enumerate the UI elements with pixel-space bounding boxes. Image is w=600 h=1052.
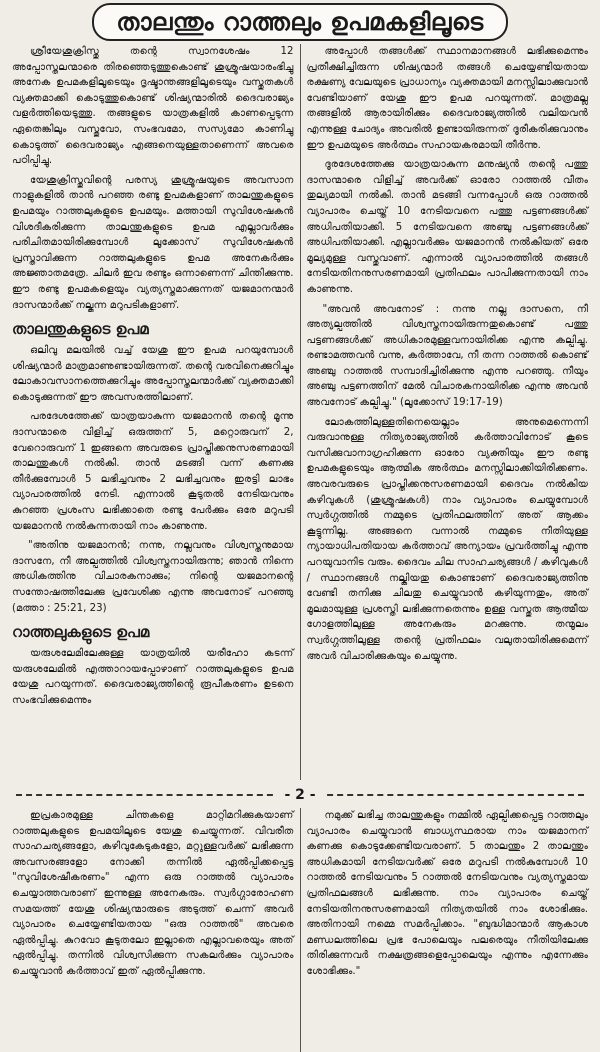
paragraph: നമുക്ക് ലഭിച്ച താലന്തുകളും നമ്മിൽ ഏല്പിക്കപ്പെട്ട റാത്തലും വ്യാപാരം ചെയ്യുവാൻ ബാധ്യസ്ഥരായ നാം യജമാനന് കണക്കു കൊടുക്കേണ്ടിയവരാണ്. 5 താലന്തും 2 താലന്തും അധികമായി നേടിയവർക്ക് ഒരേ മറുപടി നൽകുമ്പോൾ 10 റാത്തൽ നേടിയവനും 5 റാത്തൽ നേടിയവനും വ്യത്യസ്തമായ പ്രതിഫലങ്ങൾ ലഭിക്കുന്നു. നാം വ്യാപാരം ചെയ്ത് നേടിയതിനനുസരണമായി നിത്യതയിൽ നാം ശോഭിക്കും. അതിനായി നമ്മെ സമർപ്പിക്കാം. "ബുദ്ധിമാന്മാർ ആകാശ മണ്ഡലത്തിലെ പ്രഭ പോലെയും പലരെയും നീതിയിലേക്കു തിരിക്കുന്നവർ നക്ഷത്രങ്ങളെപ്പോലെയും എന്നും എന്നേക്കും ശോഭിക്കും." bbox=[306, 810, 588, 977]
page-number: - 2 - bbox=[274, 784, 325, 806]
paragraph: ശ്രീയേശുക്രിസ്തു തന്റെ സ്വാനശേഷം 12 അപ്പോസ്തലന്മാരെ തിരഞ്ഞെടുത്തുകൊണ്ട് ശുശ്രൂഷയാരംഭിച്ചു അനേക ഉപമകളിലൂടെയും ദൃഷ്ടാന്തങ്ങളിലൂടെയും വസ്തുതകൾ വ്യക്തമാക്കി കൊടുത്തുകൊണ്ട് ശിഷ്യന്മാരിൽ ദൈവരാജ്യം വളർത്തിയെടുത്തു. തങ്ങളുടെ യാത്രകളിൽ കാണപ്പെടുന്ന ഏതെങ്കിലും വസ്തുവോ, സംഭവമോ, സസ്യമോ കാണിച്ചു കൊടുത്ത് ദൈവരാജ്യം എങ്ങനെയുള്ളതാണെന്ന് അവരെ പഠിപ്പിച്ചു. bbox=[12, 46, 294, 167]
paragraph: ദൂരദേശത്തേക്കു യാത്രയാകുന്ന മനുഷ്യൻ തന്റെ പത്തു ദാസന്മാരെ വിളിച്ച് അവർക്ക് ഓരോ റാത്തൽ വീതം തുല്യമായി നൽകി. താൻ മടങ്ങി വന്നപ്പോൾ ഒരു റാത്തൽ വ്യാപാരം ചെയ്ത് 10 നേടിയവനെ പത്തു പട്ടണങ്ങൾക്ക് അധിപതിയാക്കി. 5 നേടിയവനെ അഞ്ചു പട്ടണങ്ങൾക്ക് അധിപതിയാക്കി. എല്ലാവർക്കും യജമാനൻ നൽകിയത് ഒരേ മൂല്യമുള്ള വസ്തുവാണ്. എന്നാൽ വ്യാപാരത്തിൽ തങ്ങൾ നേടിയതിനനുസരണമായി പ്രതിഫലം പാപിക്കുന്നതായി നാം കാണുന്നു. bbox=[306, 159, 588, 295]
scripture-quote: "അവൻ അവനോട് : നന്നു നല്ല ദാസനെ, നീ അത്യല്പത്തിൽ വിശ്വസ്തനായിരുന്നതുകൊണ്ട് പത്തു പട്ടണങ്ങൾക്ക് അധികാരമുള്ളവനായിരിക്ക എന്നു കല്പിച്ചു. രണ്ടാമത്തവൻ വന്നു, കർത്താവേ, നീ തന്ന റാത്തൽ കൊണ്ട് അഞ്ചു റാത്തൽ സമ്പാദിച്ചിരിക്കുന്നു എന്നു പറഞ്ഞു. നീയും അഞ്ചു പട്ടണത്തിന് മേൽ വിചാരകനായിരിക്ക എന്നു അവൻ അവനോട് കല്പിച്ചു." (ലൂക്കോസ് 19:17-19) bbox=[306, 303, 588, 409]
left-column bbox=[6, 44, 301, 780]
paragraph: പരദേശത്തേക്ക് യാത്രയാകുന്ന യജമാനൻ തന്റെ മൂന്നു ദാസന്മാരെ വിളിച്ച് ഒരുത്തന് 5, മറ്റൊരുവന് 2, വേറൊരുവന് 1 ഇങ്ങനെ അവരുടെ പ്രാപ്തിക്കനുസരണമായി താലന്തുകൾ നൽകി. താൻ മടങ്ങി വന്ന് കണക്കു തീർക്കുമ്പോൾ 5 ലഭിച്ചവനും 2 ലഭിച്ചവനും ഇരട്ടി ലാഭം വ്യാപാരത്തിൽ നേടി. എന്നാൽ കൂടുതൽ നേടിയവനും കുറഞ്ഞ പ്രശംസ ലഭിക്കാതെ രണ്ടു പേർക്കും ഒരേ മറുപടി യജമാനൻ നൽകുന്നതായി നാം കാണുന്നു. bbox=[12, 411, 294, 532]
paragraph: ഒലിവു മലയിൽ വച്ച് യേശു ഈ ഉപമ പറയുമ്പോൾ ശിഷ്യന്മാർ മാത്രമാണുണ്ടായിരുന്നത്. തന്റെ വരവിനെക്കുറിച്ചും ലോകാവസാനത്തെക്കുറിച്ചും അപ്പോസ്തലന്മാർക്ക് വ്യക്തമാക്കി കൊടുക്കുന്നത് ഈ അവസരത്തിലാണ്. bbox=[12, 345, 294, 403]
section-heading-pounds: റാത്തലുകളുടെ ഉപമ bbox=[12, 623, 150, 642]
upper-columns bbox=[6, 44, 594, 780]
title-banner bbox=[0, 0, 600, 44]
paragraph: യേശുക്രിസ്തുവിന്റെ പരസ്യ ശുശ്രൂഷയുടെ അവസാന നാളുകളിൽ താൻ പറഞ്ഞ രണ്ടു ഉപമകളാണ് താലന്തുകളുടെ ഉപമയും റാത്തലുകളുടെ ഉപമയും. മത്തായി സുവിശേഷകൻ വിശദീകരിക്കുന്ന താലന്തുകളുടെ ഉപമ എല്ലാവർക്കും പരിചിതമായിരിക്കുമ്പോൾ ലൂക്കോസ് സുവിശേഷകൻ പ്രസ്താവിക്കുന്ന റാത്തലുകളുടെ ഉപമ അനേകർക്കും അജ്ഞാതമത്രേ. ചിലർ ഇവ രണ്ടും ഒന്നാണെന്ന് ചിന്തിക്കുന്നു. ഈ രണ്ടു ഉപമകളെയും വ്യത്യസ്തമാക്കുന്നത് യജമാനന്മാർ ദാസന്മാർക്ക് നല്കുന്ന മറുപടികളാണ്. bbox=[12, 174, 294, 311]
page-divider bbox=[0, 784, 600, 806]
section-heading-talents: താലന്തുകളുടെ ഉപമ bbox=[12, 320, 149, 339]
paragraph: അപ്പോൾ തങ്ങൾക്ക് സ്ഥാനമാനങ്ങൾ ലഭിക്കുമെന്നും പ്രതീക്ഷിച്ചിരുന്ന ശിഷ്യന്മാർ തങ്ങൾ ചെയ്യേണ്ടിയതായ രക്ഷണ്യ വേലയുടെ പ്രാധാന്യം വ്യക്തമായി മനസ്സിലാക്കുവാൻ വേണ്ടിയാണ് യേശു ഈ ഉപമ പറയുന്നത്. മാത്രമല്ല തങ്ങളിൽ ആരായിരിക്കും ദൈവരാജ്യത്തിൽ വലിയവൻ എന്നുള്ള ചോദ്യം അവരിൽ ഉണ്ടായിരുന്നത് ദൂരീകരിക്കുവാനും ഈ ഉപമയുടെ അർത്ഥം സഹായകരമായി തീർന്നു. bbox=[306, 46, 588, 151]
right-column bbox=[301, 44, 595, 780]
paragraph: യരുശലേമിലേക്കുള്ള യാത്രയിൽ യരീഹോ കടന്ന് യരുശലേമിൽ എത്താറായപ്പോഴാണ് റാത്തലുകളുടെ ഉപമ യേശു പറയുന്നത്. ദൈവരാജ്യത്തിന്റെ രൂപീകരണം ഉടനെ സംഭവിക്കുമെന്നും bbox=[12, 648, 294, 706]
article-title: താലന്തും റാത്തലും ഉപമകളിലൂടെ bbox=[92, 3, 507, 41]
bottom-left-column bbox=[6, 808, 301, 1052]
scripture-quote: "അതിനു യജമാനൻ; നന്നു, നല്ലവനും വിശ്വസ്തനുമായ ദാസനേ, നീ അല്പത്തിൽ വിശ്വസ്തനായിരുന്നു; ഞാൻ നിന്നെ അധികത്തിനു വിചാരകനാക്കും; നിന്റെ യജമാനന്റെ സന്തോഷത്തിലേക്കു പ്രവേശിക്ക എന്നു അവനോട് പറഞ്ഞു (മത്താ : 25:21, 23) bbox=[12, 540, 294, 614]
lower-columns bbox=[6, 808, 594, 1052]
paragraph: ഇപ്രകാരമുള്ള ചിന്തകളെ മാറ്റിമറിക്കുകയാണ് റാത്തലുകളുടെ ഉപമയിലൂടെ യേശു ചെയ്യുന്നത്. വിവരീത സാഹചര്യങ്ങളോ, കഴിവുകേടുകളോ, മറ്റുള്ളവർക്ക് ലഭിക്കുന്ന അവസരങ്ങളോ നോക്കി തന്നിൽ ഏൽപ്പിക്കപ്പെട്ട "സുവിശേഷീകരണം" എന്ന ഒരു റാത്തൽ വ്യാപാരം ചെയ്യാത്തവരാണ് ഇന്നുള്ള അനേകരും. സ്വർഗ്ഗാരോഹണ സമയത്ത് യേശു ശിഷ്യന്മാരുടെ അടുത്ത് ചെന്ന് അവർ വ്യാപാരം ചെയ്യേണ്ടിയതായ "ഒരു റാത്തൽ" അവരെ ഏൽപ്പിച്ചു. കുറവോ കൂടുതലോ ഇല്ലാതെ എല്ലാവരെയും അത് ഏൽപ്പിച്ചു. തന്നിൽ വിശ്വസിക്കുന്ന സകലർക്കും വ്യാപാരം ചെയ്യുവാൻ കർത്താവ് ഇത് ഏൽപ്പിക്കുന്നു. bbox=[12, 810, 294, 977]
paragraph: ലോകത്തിലുള്ളതിനെയെല്ലാം അനുമെന്നെന്നി വരുവാനുള്ള നിത്യരാജ്യത്തിൽ കർത്താവിനോട് കൂടെ വസിക്കുവാനാഗ്രഹിക്കുന്ന ഓരോ വ്യക്തിയും ഈ രണ്ടു ഉപമകളുടെയും ആത്മിക അർത്ഥം മനസ്സിലാക്കിയിരിക്കണം. അവരവരുടെ പ്രാപ്തിക്കനുസരണമായി ദൈവം നൽകിയ കഴിവുകൾ (ശുശ്രൂഷകൾ) നാം വ്യാപാരം ചെയ്യുമ്പോൾ സ്വർഗ്ഗത്തിൽ നമ്മുടെ പ്രതിഫലത്തിന് അത് ആക്കം കൂട്ടുന്നില്ല. അങ്ങനെ വന്നാൽ നമ്മുടെ നീതിയുള്ള ന്യായാധിപതിയായ കർത്താവ് അന്യായം പ്രവർത്തിച്ചു എന്നു പറയുവാനിട വരും. ദൈവം ചില സാഹചര്യങ്ങൾ / കഴിവുകൾ / സ്ഥാനങ്ങൾ നല്കിയതു കൊണ്ടാണ് ദൈവരാജ്യത്തിനു വേണ്ടി തനിക്കു ചിലതു ചെയ്യുവാൻ കഴിയുന്നതും, അത് മൂലമായുള്ള പ്രശസ്തി ലഭിക്കുന്നതെന്നും ഉള്ള വസ്തുത ആത്മീയ ഗോളത്തിലുള്ള അനേകരും മറക്കുന്നു. തന്മൂലം സ്വർഗ്ഗത്തിലുള്ള തന്റെ പ്രതിഫലം വലുതായിരിക്കുമെന്ന് അവർ വിചാരിക്കുകയും ചെയ്യുന്നു. bbox=[306, 416, 588, 662]
bottom-right-column bbox=[301, 808, 595, 1052]
